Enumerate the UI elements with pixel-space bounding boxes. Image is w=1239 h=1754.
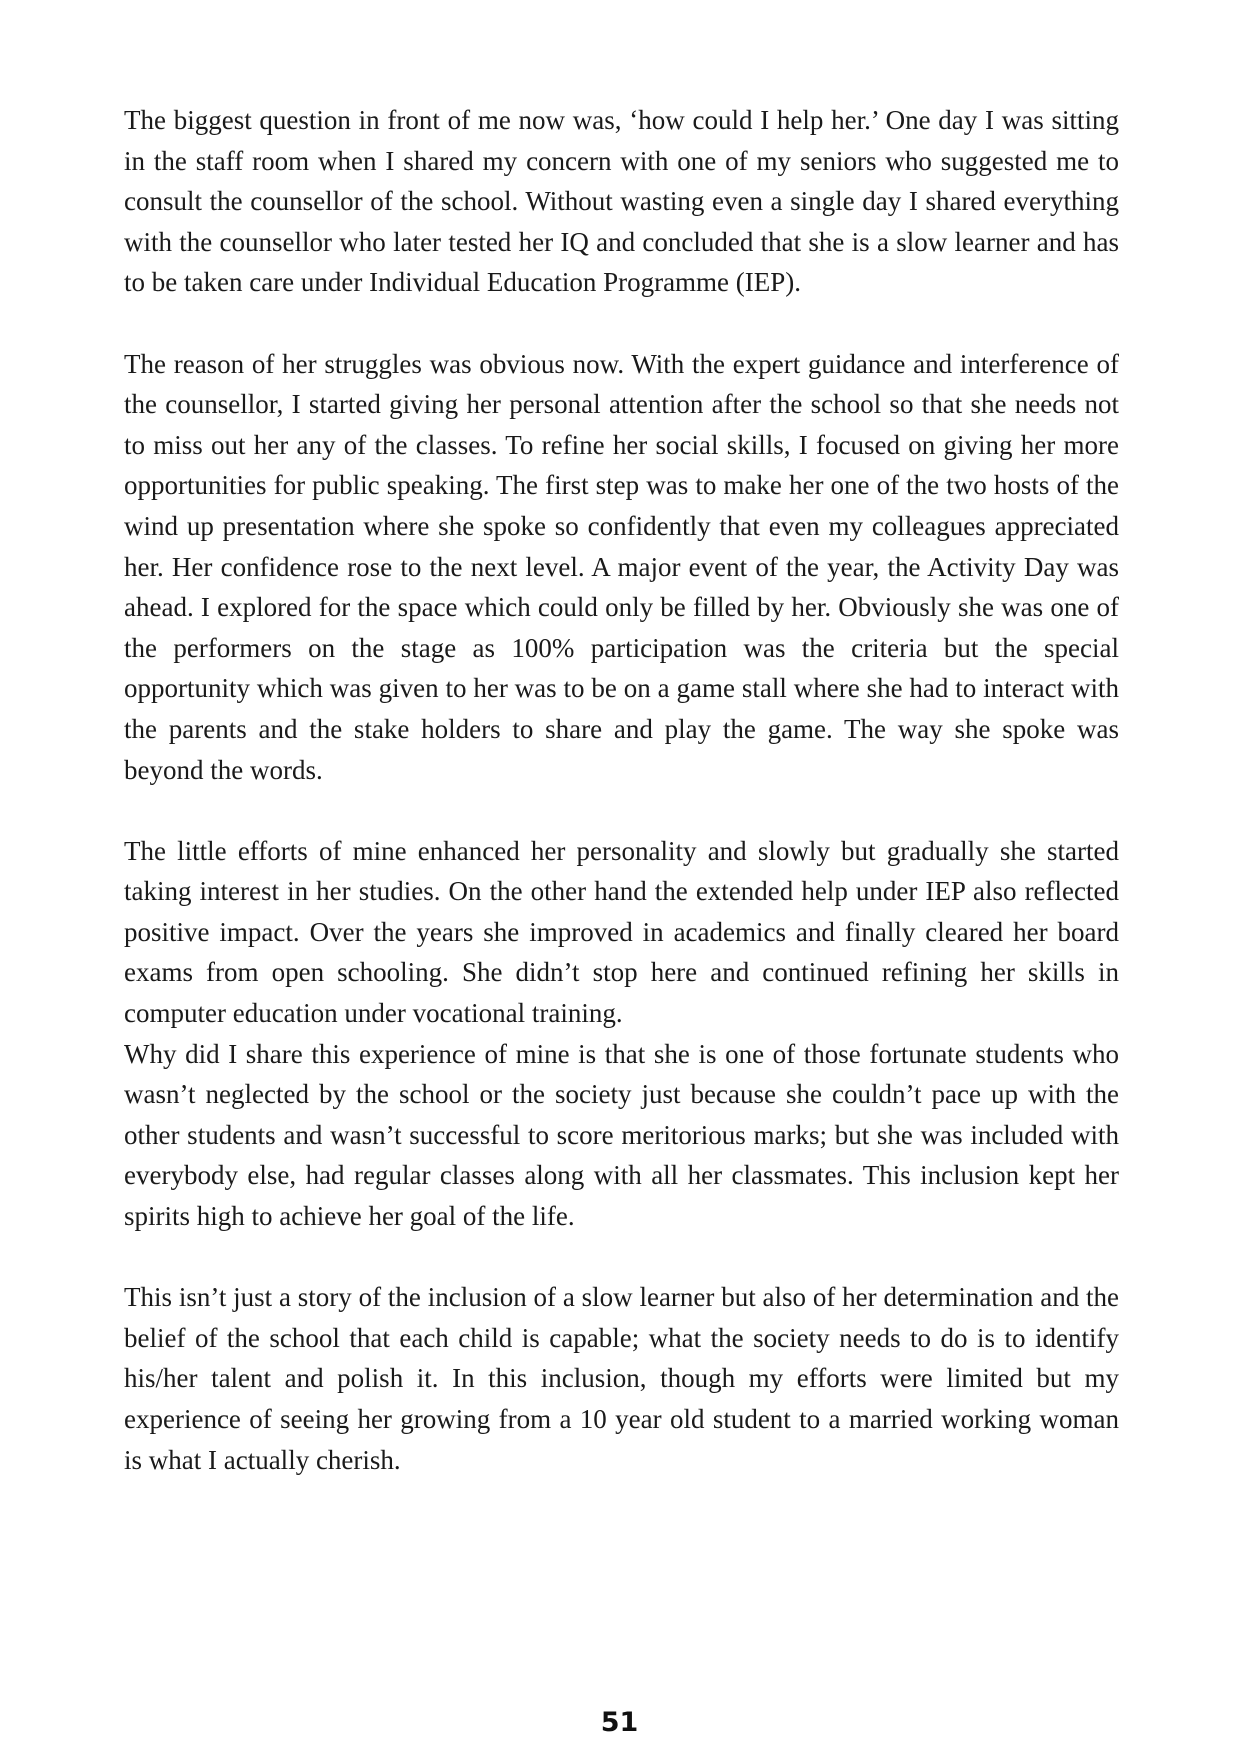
page-number: 51 bbox=[600, 1707, 639, 1738]
paragraph-2: The reason of her struggles was obvious now. With the expert guidance and interference of the counsellor, I started giving her personal attention after the school so that she needs not to miss out her any of the classes. To refine her social skills, I focused on giving her more opportunities for public speaking. The first step was to make her one of the two hosts of the wind up presentation where she spoke so confidently that even my colleagues appreciated her. Her confidence rose to the next level. A major event of the year, the Activity Day was ahead. I explored for the space which could only be filled by her. Obviously she was one of the performers on the stage as 100% participation was the criteria but the special opportunity which was given to her was to be on a game stall where she had to interact with the parents and the stake holders to share and play the game. The way she spoke was beyond the words. bbox=[124, 348, 1119, 785]
paragraph-5: This isn’t just a story of the inclusion of a slow learner but also of her determination and the belief of the school that each child is capable; what the society needs to do is to identify his/her talent and polish it. In this inclusion, though my efforts were limited but my experience of seeing her growing from a 10 year old student to a married working woman is what I actually cherish. bbox=[124, 1282, 1119, 1475]
paragraph-4: Why did I share this experience of mine is that she is one of those fortunate students who wasn’t neglected by the school or the society just because she couldn’t pace up with the other students and wasn’t successful to score meritorious marks; but she was included with everybody else, had regular classes along with all her classmates. This inclusion kept her spirits high to achieve her goal of the life. bbox=[124, 1038, 1119, 1232]
paragraph-3: The little efforts of mine enhanced her personality and slowly but gradually she started taking interest in her studies. On the other hand the extended help under IEP also reflected positive impact. Over the years she improved in academics and finally cleared her board exams from open schooling. She didn’t stop here and continued refining her skills in computer education under vocational training. bbox=[124, 835, 1119, 1029]
body-text bbox=[124, 100, 1119, 1480]
paragraph-1: The biggest question in front of me now was, ‘how could I help her.’ One day I was sitting in the staff room when I shared my concern with one of my seniors who suggested me to consult the counsellor of the school. Without wasting even a single day I shared everything with the counsellor who later tested her IQ and concluded that she is a slow learner and has to be taken care under Individual Education Programme (IEP). bbox=[124, 105, 1119, 298]
